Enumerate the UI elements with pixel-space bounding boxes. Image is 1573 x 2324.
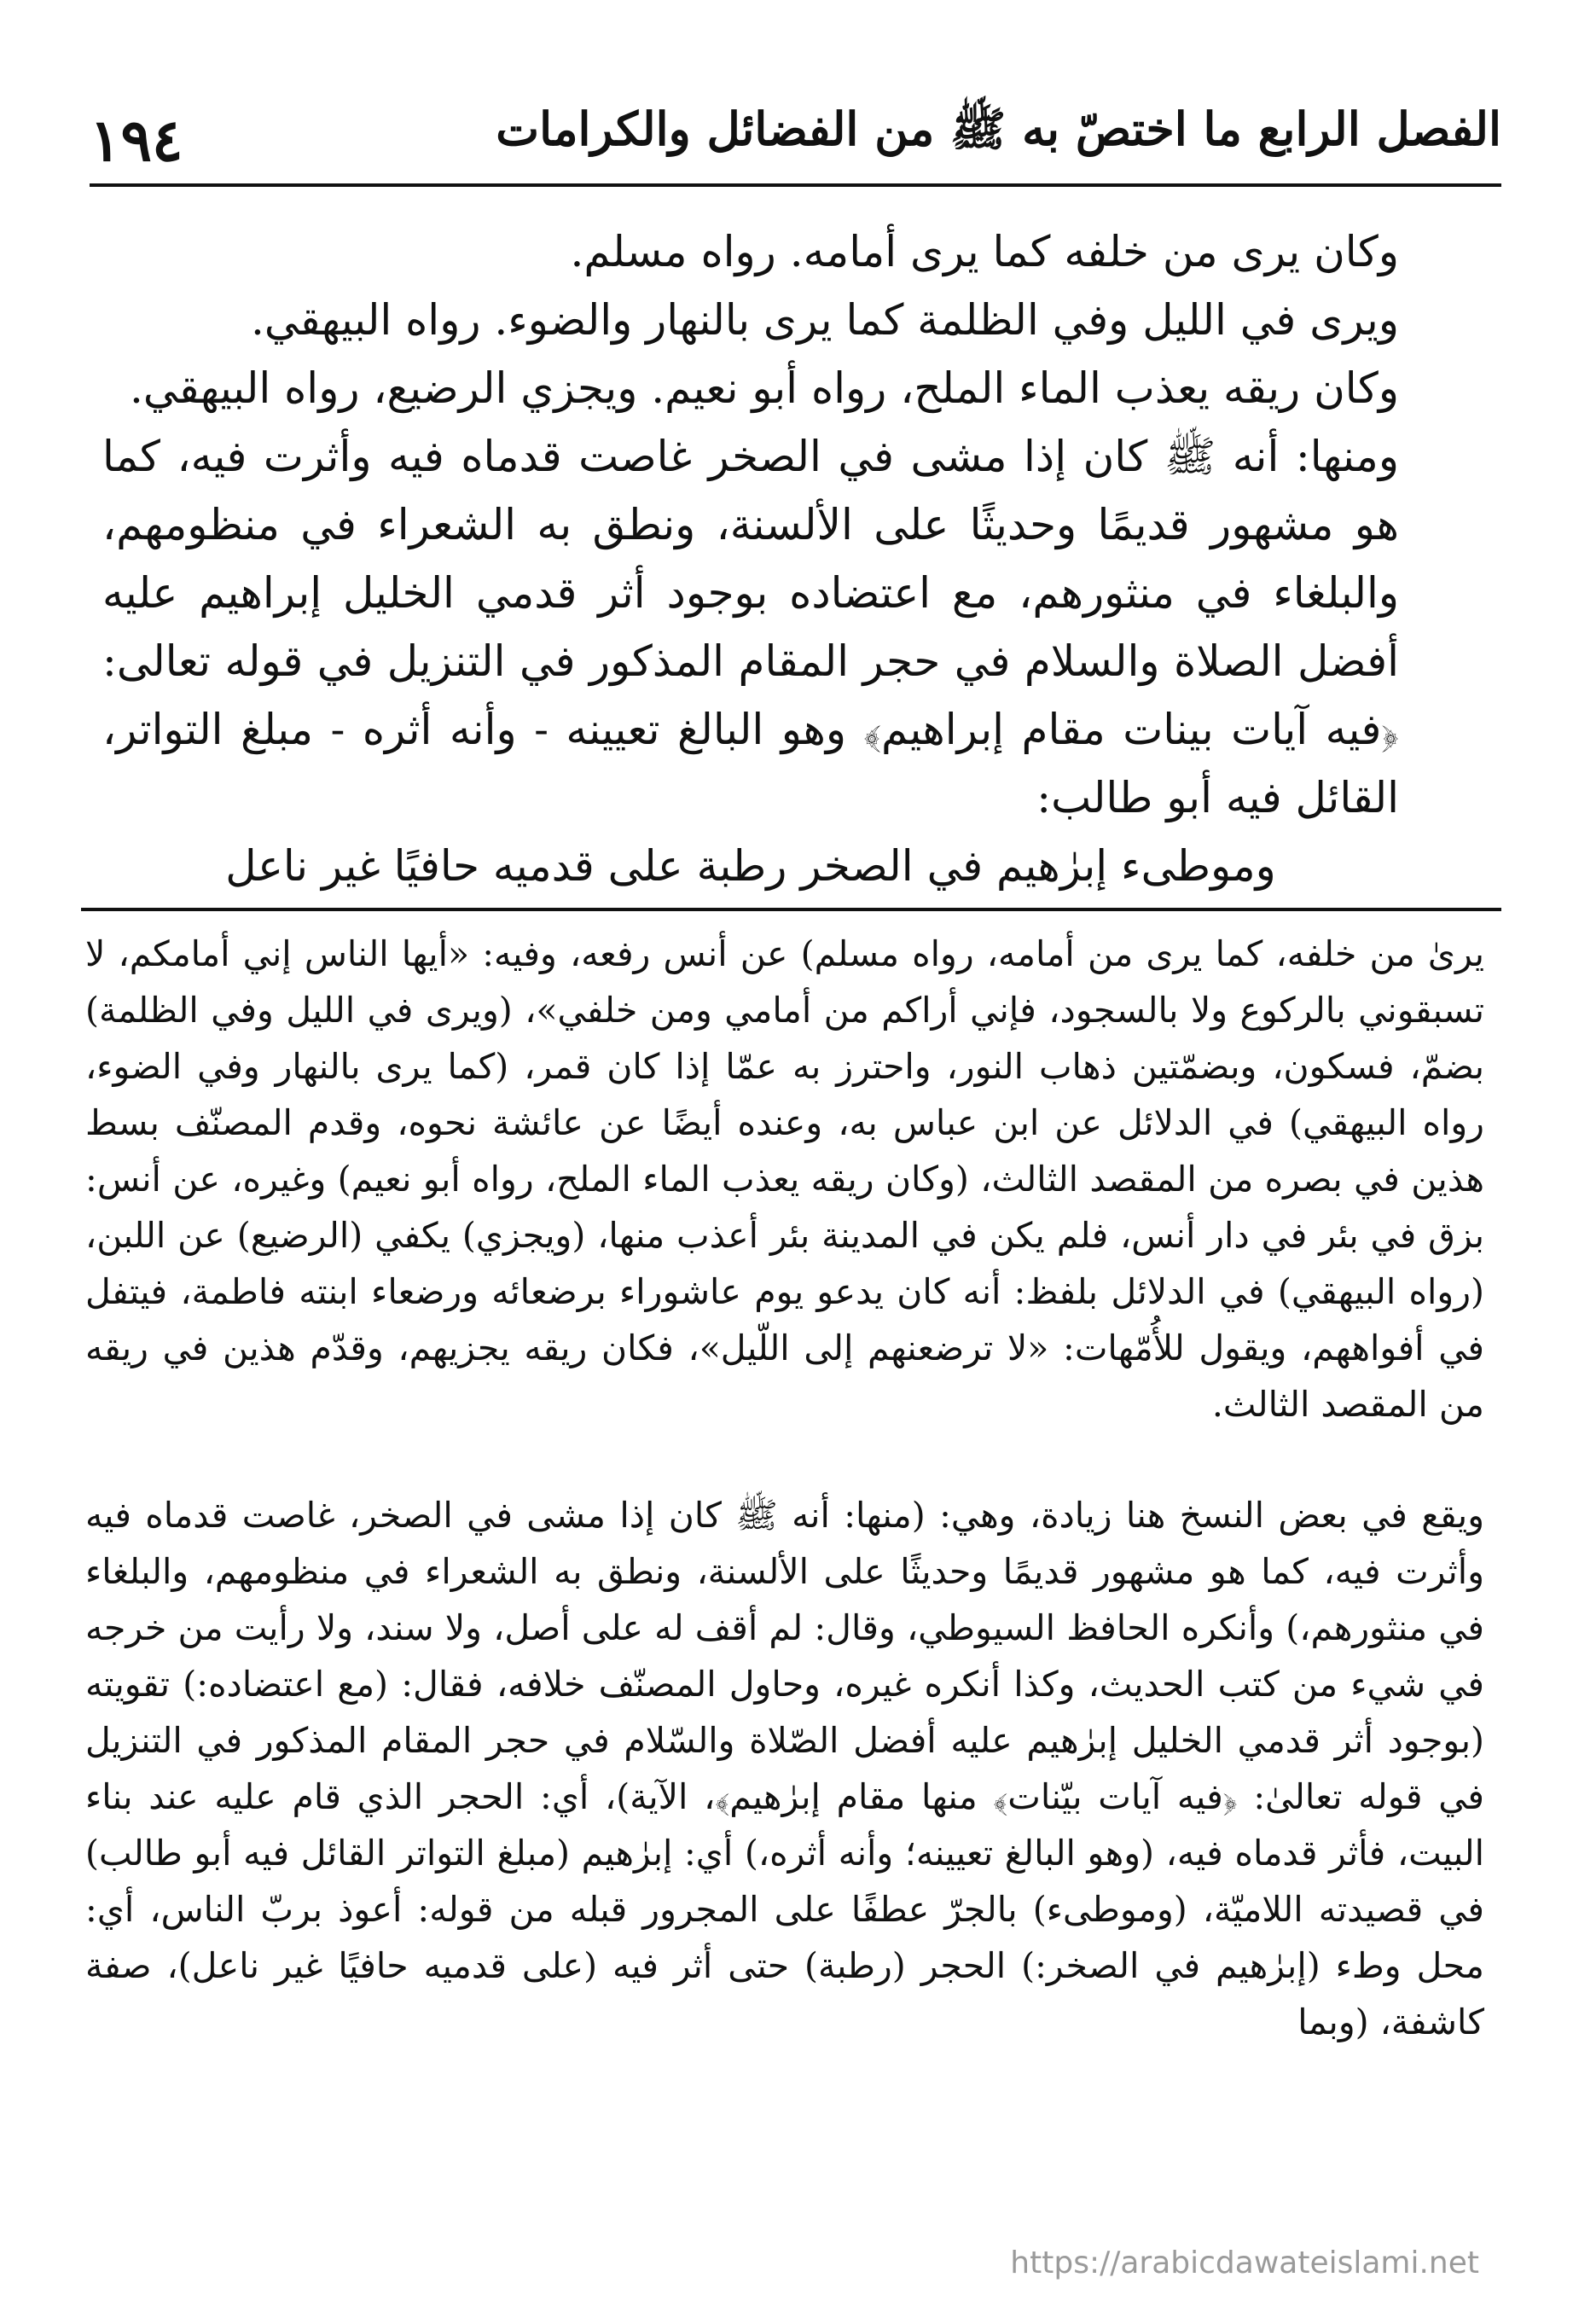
main-text bbox=[102, 218, 1399, 900]
commentary-paragraph: ويقع في بعض النسخ هنا زيادة، وهي: (منها: أنه ﷺ كان إذا مشى في الصخر، غاصت قدماه فيه وأثرت فيه، كما هو مشهور قديمًا وحديثًا على الألسنة، ونطق به الشعراء في منظومهم، والبلغاء في منثورهم،) وأنكره الحافظ السيوطي، وقال: لم أقف له على أصل، ولا سند، ولا رأيت من خرجه في شيء من كتب الحديث، وكذا أنكره غيره، وحاول المصنّف خلافه، فقال: (مع اعتضاده:) تقويته (بوجود أثر قدمي الخليل إبرٰهيم عليه أفضل الصّلاة والسّلام في حجر المقام المذكور في التنزيل في قوله تعالىٰ: ﴿فيه آيات بيّنات﴾ منها مقام إبرٰهيم﴾، الآية)، أي: الحجر الذي قام عليه عند بناء البيت، فأثر قدماه فيه، (وهو البالغ تعيينه؛ وأنه أثره،) أي: إبرٰهيم (مبلغ التواتر القائل فيه أبو طالب) في قصيدته اللاميّة، (وموطىء) بالجرّ عطفًا على المجرور قبله من قوله: أعوذ بربّ الناس، أي: محل وطء (إبرٰهيم في الصخر:) الحجر (رطبة) حتى أثر فيه (على قدميه حافيًا غير ناعل)، صفة كاشفة، (وبما bbox=[85, 1495, 1484, 2042]
commentary-paragraph: يرىٰ من خلفه، كما يرى من أمامه، رواه مسلم) عن أنس رفعه، وفيه: «أيها الناس إني أمامكم، لا تسبقوني بالركوع ولا بالسجود، فإني أراكم من أمامي ومن خلفي»، (ويرى في الليل وفي الظلمة) بضمّ، فسكون، وبضمّتين ذهاب النور، واحترز به عمّا إذا كان قمر، (كما يرى بالنهار وفي الضوء، رواه البيهقي) في الدلائل عن ابن عباس به، وعنده أيضًا عن عائشة نحوه، وقدم المصنّف بسط هذين في بصره من المقصد الثالث، (وكان ريقه يعذب الماء الملح، رواه أبو نعيم) وغيره، عن أنس: بزق في بئر في دار أنس، فلم يكن في المدينة بئر أعذب منها، (ويجزي) يكفي (الرضيع) عن اللبن، (رواه البيهقي) في الدلائل بلفظ: أنه كان يدعو يوم عاشوراء برضعائه ورضعاء ابنته فاطمة، فيتفل في أفواههم، ويقول للأُمّهات: «لا ترضعنهم إلى اللّيل»، فكان ريقه يجزيهم، وقدّم هذين في ريقه من المقصد الثالث. bbox=[85, 933, 1484, 1425]
main-line: وكان ريقه يعذب الماء الملح، رواه أبو نعيم. ويجزي الرضيع، رواه البيهقي. bbox=[130, 363, 1399, 413]
page-number: ١٩٤ bbox=[90, 107, 183, 175]
poem-verse: وموطىء إبرٰهيم في الصخر رطبة على قدميه حافيًا غير ناعل bbox=[225, 841, 1276, 891]
main-paragraph: ومنها: أنه ﷺ كان إذا مشى في الصخر غاصت قدماه فيه وأثرت فيه، كما هو مشهور قديمًا وحديثًا على الألسنة، ونطق به الشعراء في منظومهم، والبلغاء في منثورهم، مع اعتضاده بوجود أثر قدمي الخليل إبراهيم عليه أفضل الصلاة والسلام في حجر المقام المذكور في التنزيل في قوله تعالى: ﴿فيه آيات بينات مقام إبراهيم﴾ وهو البالغ تعيينه - وأنه أثره - مبلغ التواتر، القائل فيه أبو طالب: bbox=[102, 432, 1399, 822]
watermark-url: https://arabicdawateislami.net bbox=[1010, 2246, 1479, 2280]
main-line: وكان يرى من خلفه كما يرى أمامه. رواه مسلم. bbox=[570, 227, 1399, 276]
page-header bbox=[90, 81, 1501, 187]
chapter-title: الفصل الرابع ما اختصّ به ﷺ من الفضائل والكرامات bbox=[496, 102, 1501, 156]
main-line: ويرى في الليل وفي الظلمة كما يرى بالنهار والضوء. رواه البيهقي. bbox=[251, 295, 1399, 345]
commentary bbox=[85, 926, 1484, 2050]
footnote-divider bbox=[81, 908, 1501, 911]
